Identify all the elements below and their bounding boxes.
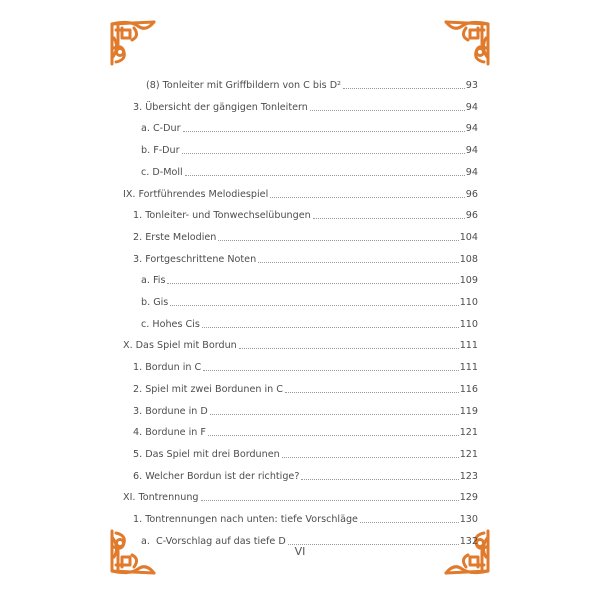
dot-leader (182, 152, 465, 154)
toc-entry[interactable] (133, 400, 478, 418)
toc-entry[interactable] (133, 421, 478, 439)
dot-leader (201, 499, 459, 501)
toc-entry-title: c. Hohes Cis (141, 318, 200, 330)
toc-entry[interactable] (141, 139, 478, 157)
dot-leader (313, 217, 465, 219)
toc-entry-page: 96 (465, 210, 478, 222)
toc-entry-title: a. C-Dur (141, 123, 181, 135)
toc-entry-title: 1. Bordun in C (133, 362, 202, 374)
toc-entry-title: b. F-Dur (141, 145, 180, 157)
toc-entry-page: 96 (465, 188, 478, 200)
toc-entry-title: a. Fis (141, 275, 166, 287)
toc-entry-title: c. D-Moll (141, 166, 183, 178)
page-number: VI (294, 545, 306, 558)
dot-leader (167, 282, 458, 284)
toc-entry-page: 121 (459, 448, 478, 460)
dot-leader (310, 109, 465, 111)
toc-entry-page: 129 (459, 492, 478, 504)
toc-entry-page: 109 (459, 275, 478, 287)
toc-entry-page: 116 (459, 383, 478, 395)
dot-leader (170, 304, 458, 306)
toc-entry-title: IX. Fortführendes Melodiespiel (123, 188, 269, 200)
toc-entry[interactable] (141, 291, 478, 309)
celtic-knot-corner-icon (108, 18, 158, 68)
toc-entry[interactable] (123, 183, 478, 201)
toc-entry-page: 119 (459, 405, 478, 417)
toc-entry-page: 94 (465, 123, 478, 135)
toc-entry-title: 2. Erste Melodien (133, 231, 217, 243)
toc-entry[interactable] (133, 204, 478, 222)
dot-leader (282, 456, 459, 458)
toc-entry-title: XI. Tontrennung (123, 492, 199, 504)
dot-leader (270, 196, 465, 198)
toc-entry-title: 1. Tonleiter- und Tonwechselübungen (133, 210, 311, 222)
toc-entry-title: 3. Fortgeschrittene Noten (133, 253, 257, 265)
toc-entry[interactable] (141, 117, 478, 135)
dot-leader (202, 326, 459, 328)
toc-entry[interactable] (141, 161, 478, 179)
toc-entry-page: 130 (459, 514, 478, 525)
toc-entry[interactable] (141, 313, 478, 331)
toc-entry[interactable] (133, 508, 478, 526)
dot-leader (343, 87, 465, 89)
toc-entry[interactable] (133, 378, 478, 396)
toc-entry-title: X. Das Spiel mit Bordun (123, 340, 237, 352)
toc-entry-page: 132 (459, 535, 478, 547)
toc-entry-title: b. Gis (141, 297, 169, 308)
dot-leader (210, 413, 459, 415)
toc-entry[interactable] (133, 226, 478, 244)
toc-entry-title: 6. Welcher Bordun ist der richtige? (133, 470, 300, 482)
toc-entry-title: 3. Übersicht der gängigen Tonleitern (133, 101, 308, 113)
toc-entry[interactable] (133, 96, 478, 114)
dot-leader (203, 369, 458, 371)
toc-entry-title: 4. Bordune in F (133, 427, 206, 439)
toc-entry[interactable] (146, 74, 478, 92)
dot-leader (360, 521, 459, 523)
toc-entry[interactable] (133, 465, 478, 483)
toc-entry[interactable] (133, 248, 478, 266)
dot-leader (183, 130, 465, 132)
toc-entry-page: 110 (459, 318, 478, 330)
toc-entry-page: 110 (459, 297, 478, 308)
toc-entry-page: 94 (465, 145, 478, 157)
toc-entry-page: 93 (465, 80, 478, 91)
celtic-knot-corner-icon (442, 18, 492, 68)
toc-entry-page: 121 (459, 427, 478, 439)
toc-entry-page: 123 (459, 470, 478, 482)
toc-entry-title: (8) Tonleiter mit Griffbildern von C bis D² (146, 80, 341, 91)
dot-leader (258, 261, 459, 263)
toc-entry-title: a. C-Vorschlag auf das tiefe D (141, 535, 286, 547)
toc-entry-title: 3. Bordune in D (133, 405, 208, 417)
toc-entry-page: 111 (459, 362, 478, 374)
toc-entry-page: 94 (465, 166, 478, 178)
dot-leader (185, 174, 465, 176)
toc-entry-title: 1. Tontrennungen nach unten: tiefe Vorschläge (133, 514, 358, 525)
toc-entry-page: 104 (459, 231, 478, 243)
toc-entry[interactable] (133, 356, 478, 374)
toc-entry[interactable] (123, 486, 478, 504)
toc-entry[interactable] (123, 334, 478, 352)
dot-leader (285, 391, 459, 393)
dot-leader (218, 239, 458, 241)
toc-entry-page: 111 (459, 340, 478, 352)
toc-entry-title: 5. Das Spiel mit drei Bordunen (133, 448, 280, 460)
dot-leader (301, 478, 458, 480)
toc-entry-page: 108 (459, 253, 478, 265)
toc-entry-page: 94 (465, 101, 478, 113)
toc-entry-title: 2. Spiel mit zwei Bordunen in C (133, 383, 283, 395)
toc-entry[interactable] (133, 443, 478, 461)
toc-entry[interactable] (141, 269, 478, 287)
dot-leader (208, 434, 459, 436)
dot-leader (239, 347, 459, 349)
